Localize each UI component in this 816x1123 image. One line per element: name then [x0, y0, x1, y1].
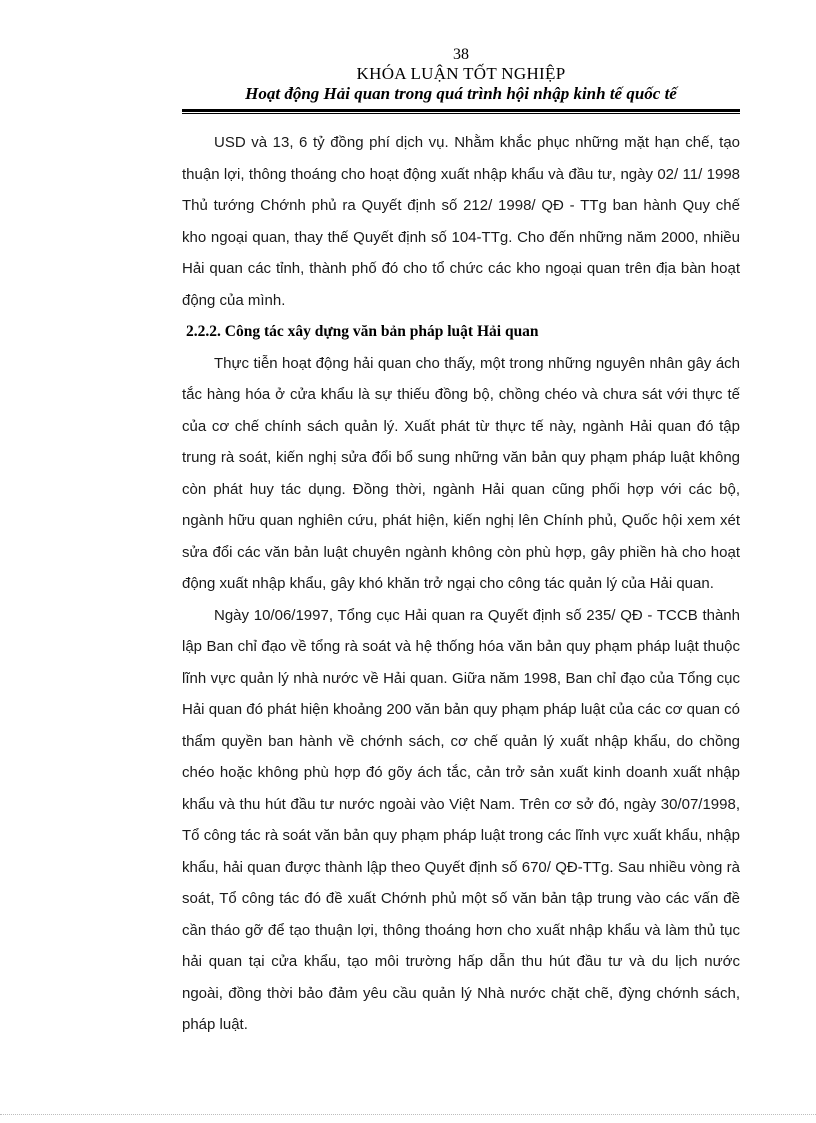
section-heading-text: 2.2.2. Công tác xây dựng văn bản pháp luật Hải quan: [186, 323, 539, 340]
section-heading: [182, 316, 740, 348]
paragraph-2: Thực tiễn hoạt động hải quan cho thấy, một trong những nguyên nhân gây ách tắc hàng hóa ở cửa khẩu là sự thiếu đồng bộ, chồng chéo và chưa sát với thực tế của cơ chế chính sách quản lý. Xuất phát từ thực tế này, ngành Hải quan đó tập trung rà soát, kiến nghị sửa đổi bổ sung những văn bản quy phạm pháp luật không còn phát huy tác dụng. Đồng thời, ngành Hải quan cũng phối hợp với các bộ, ngành hữu quan nghiên cứu, phát hiện, kiến nghị lên Chính phủ, Quốc hội xem xét sửa đổi các văn bản luật chuyên ngành không còn phù hợp, gây phiền hà cho hoạt động xuất nhập khẩu, gây khó khăn trở ngại cho công tác quản lý của Hải quan.: [182, 354, 740, 592]
document-title: Hoạt động Hải quan trong quá trình hội nhập kinh tế quốc tế: [245, 84, 677, 103]
paragraph-1: USD và 13, 6 tỷ đồng phí dịch vụ. Nhằm khắc phục những mặt hạn chế, tạo thuận lợi, thông thoáng cho hoạt động xuất nhập khẩu và đầu tư, ngày 02/ 11/ 1998 Thủ tướng Chớnh phủ ra Quyết định số 212/ 1998/ QĐ - TTg ban hành Quy chế kho ngoại quan, thay thế Quyết định số 104-TTg. Cho đến những năm 2000, nhiều Hải quan các tỉnh, thành phố đó cho tổ chức các kho ngoại quan trên địa bàn hoạt động của mình.: [182, 134, 740, 309]
page-header: [182, 46, 740, 105]
header-divider: [182, 109, 740, 114]
document-body: [182, 127, 740, 1041]
footer-dotted-line: [0, 1114, 816, 1115]
page-number: 38: [453, 46, 469, 63]
paragraph-3: Ngày 10/06/1997, Tổng cục Hải quan ra Quyết định số 235/ QĐ - TCCB thành lập Ban chỉ đạo về tổng rà soát và hệ thống hóa văn bản quy phạm pháp luật thuộc lĩnh vực quản lý nhà nước về Hải quan. Giữa năm 1998, Ban chỉ đạo của Tổng cục Hải quan đó phát hiện khoảng 200 văn bản quy phạm pháp luật của các cơ quan có thẩm quyền ban hành về chớnh sách, cơ chế quản lý xuất nhập khẩu, do chồng chéo hoặc không phù hợp đó gõy ách tắc, cản trở sản xuất kinh doanh xuất nhập khẩu và thu hút đầu tư nước ngoài vào Việt Nam. Trên cơ sở đó, ngày 30/07/1998, Tổ công tác rà soát văn bản quy phạm pháp luật trong các lĩnh vực xuất khẩu, nhập khẩu, hải quan được thành lập theo Quyết định số 670/ QĐ-TTg. Sau nhiều vòng rà soát, Tổ công tác đó đề xuất Chớnh phủ một số văn bản tập trung vào các vấn đề cần tháo gỡ để tạo thuận lợi, thông thoáng hơn cho xuất nhập khẩu và làm thủ tục hải quan tại cửa khẩu, tạo môi trường hấp dẫn thu hút đầu tư và du lịch nước ngoài, đồng thời bảo đảm yêu cầu quản lý Nhà nước chặt chẽ, đỳng chớnh sách, pháp luật.: [182, 606, 740, 1033]
document-type: KHÓA LUẬN TỐT NGHIỆP: [356, 64, 566, 83]
